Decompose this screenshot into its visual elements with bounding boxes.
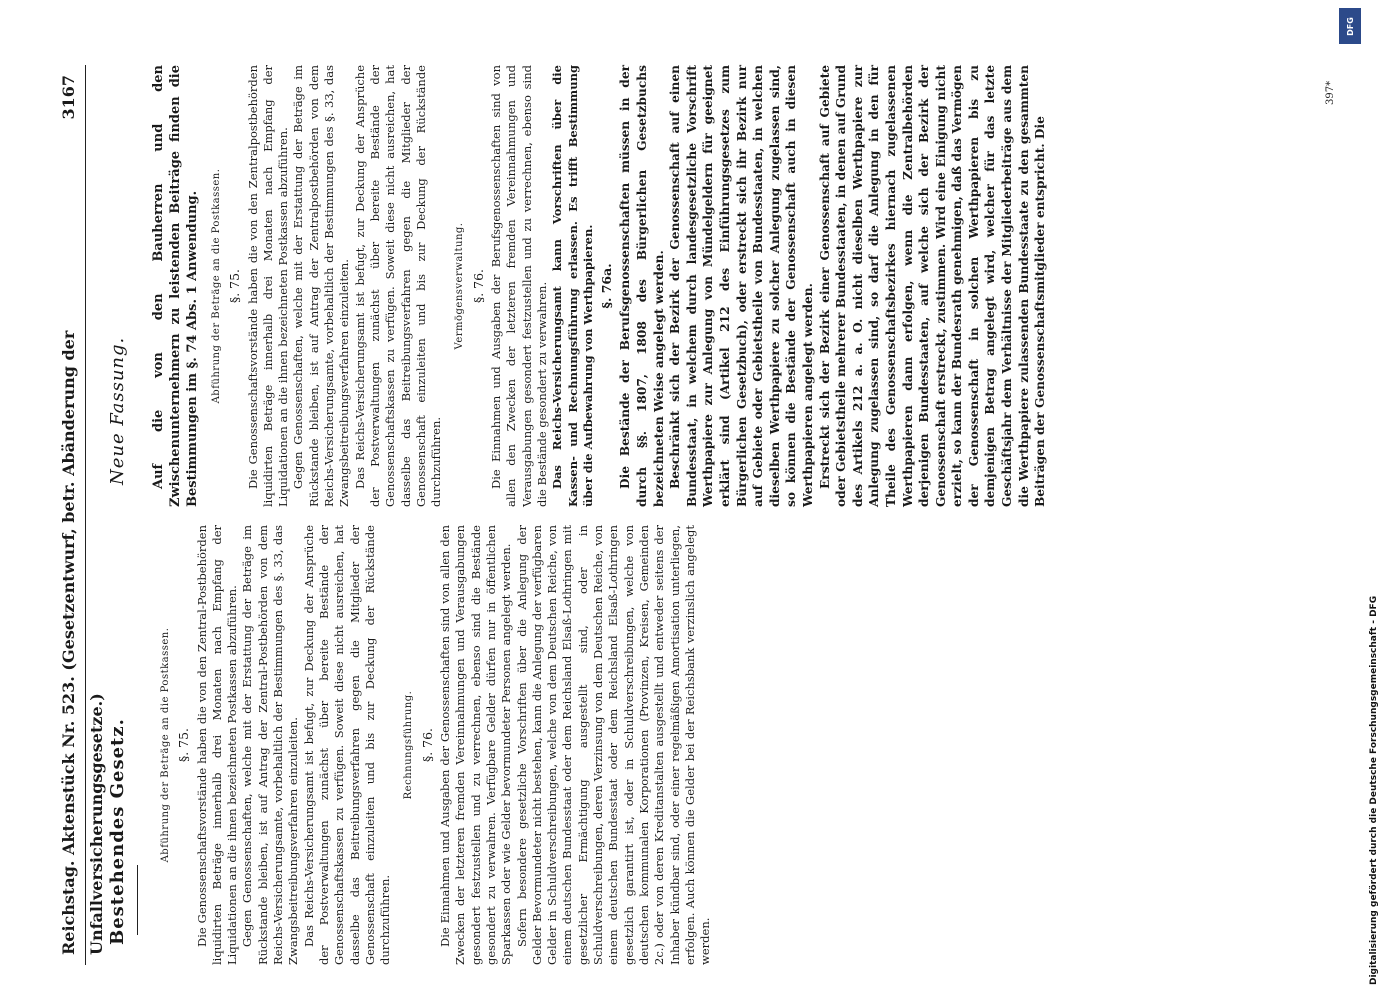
section-title: Rechnungsführung. xyxy=(403,690,415,800)
footer-signature: 397* xyxy=(1325,80,1336,105)
intro-paragraph: Auf die von den Bauherren und den Zwischenunternehmern zu leistenden Beiträge finden die Bestimmungen im §. 74 Abs. 1 Anwendung. xyxy=(151,65,200,507)
right-column-heading: Neue Fassung. xyxy=(107,336,128,485)
text-paragraph: Das Reichs-Versicherungsamt ist befugt, zur Deckung der Ansprüche der Postverwaltungen zunächst über bereite Bestände der Genossenschaftskassen zu verfügen. Soweit diese nicht ausreichen, hat dasselbe das Beitreibungsverfahren gegen die Mitglieder der Genossenschaft einzuleiten und bis zur Deckung der Rückstände durchzuführen. xyxy=(301,525,393,965)
text-paragraph: Die Einnahmen und Ausgaben der Genossenschaften sind von allen den Zwecken der letzteren fremden Vereinnahmungen und Verausgabungen gesondert festzustellen und zu verrechnen, ebenso sind die Bestände gesondert zu verwahren. Verfügbare Gelder dürfen nur in öffentlichen Sparkassen oder wie Gelder bevormundeter Personen angelegt werden. xyxy=(438,525,514,965)
paragraph-number: §. 75. xyxy=(176,727,192,763)
text-paragraph: Die Einnahmen und Ausgaben der Berufsgenossenschaften sind von allen den Zwecken der letzteren fremden Vereinnahmungen und Verausgabungen gesondert festzustellen und zu verrechnen, ebenso sind die Bestände gesondert zu verwahren. xyxy=(489,65,549,507)
page-header xyxy=(55,65,106,965)
text-paragraph-bold: Erstreckt sich der Bezirk einer Genossenschaft auf Gebiete oder Gebietstheile mehrerer Bundesstaaten, in denen auf Grund des Artikels 212 a. a. O. nicht dieselben Werthpapiere zur Anlegung zugelassen sind, so darf die Anlegung in den für Theile des Genossenschaftsbezirkes hiernach zugelassenen Werthpapieren dann erfolgen, wenn die Zentralbehörden derjenigen Bundesstaaten, auf welche sich der Bezirk der Genossenschaft erstreckt, zustimmen. Wird eine Einigung nicht erzielt, so kann der Bundesrath genehmigen, daß das Vermögen der Genossenschaft in solchen Werthpapieren bis zu demjenigen Betrag angelegt wird, welcher für das letzte Geschäftsjahr dem Verhältnisse der Mitgliederbeiträge aus dem die Werthpapiere zulassenden Bundesstaate zu den gesammten Beiträgen der Genossenschaftsmitglieder entspricht. Die xyxy=(817,65,1048,507)
text-paragraph: Gegen Genossenschaften, welche mit der Erstattung der Beträge im Rückstande bleiben, ist auf Antrag der Zentralpostbehörden von dem Reichs-Versicherungsamte, vorbehaltlich der Bestimmungen des §. 33, das Zwangsbeitreibungsverfahren einzuleiten. xyxy=(291,65,352,507)
text-paragraph-bold: Die Bestände der Berufsgenossenschaften müssen in der durch §§. 1807, 1808 des Bürgerlichen Gesetzbuchs bezeichneten Weise angelegt werden. xyxy=(618,65,666,507)
text-paragraph: Gegen Genossenschaften, welche mit der Erstattung der Beträge im Rückstande bleiben, ist auf Antrag der Zentral-Postbehörden von dem Reichs-Versicherungsamte, vorbehaltlich der Bestimmungen des §. 33, das Zwangsbeitreibungsverfahren einzuleiten. xyxy=(240,525,301,965)
logo-text: DFG xyxy=(1345,16,1355,36)
header-title: Reichstag. Aktenstück Nr. 523. (Gesetzentwurf, betr. Abänderung der Unfallversicherungsgesetze.) xyxy=(59,330,106,955)
page-number: 3167 xyxy=(59,75,78,120)
side-margin xyxy=(1336,0,1383,1000)
text-paragraph: Sofern besondere gesetzliche Vorschriften über die Anlegung der Gelder Bevormundeter nicht bestehen, kann die Anlegung der verfügbaren Gelder in Schuldverschreibungen, welche von dem Deutschen Reiche, von einem deutschen Bundesstaat oder dem Reichsland Elsaß-Lothringen mit gesetzlicher Ermächtigung ausgestellt sind, oder in Schuldverschreibungen, deren Verzinsung von dem Deutschen Reiche, von einem deutschen Bundesstaat oder dem Reichsland Elsaß-Lothringen gesetzlich garantirt ist, oder in Schuldverschreibungen, welche von deutschen kommunalen Korporationen (Provinzen, Kreisen, Gemeinden 2c.) oder von deren Kreditanstalten ausgestellt und entweder seitens der Inhaber kündbar sind, oder einer regelmäßigen Amortisation unterliegen, erfolgen. Auch können die Gelder bei der Reichsbank verzinslich angelegt werden. xyxy=(514,525,713,965)
paragraph-number: §. 76a. xyxy=(599,263,615,309)
text-paragraph: Die Genossenschaftsvorstände haben die von den Zentral-Postbehörden liquidirten Beträge innerhalb drei Monaten nach Empfang der Liquidationen an die ihnen bezeichneten Postkassen abzuführen. xyxy=(194,525,240,965)
heading-rule xyxy=(137,865,138,935)
section-title: Abführung der Beträge an die Postkassen. xyxy=(211,168,222,404)
text-paragraph-bold: Beschränkt sich der Bezirk der Genossenschaft auf einen Bundesstaat, in welchem durch landesgesetzliche Vorschrift Werthpapiere zur Anlegung von Mündelgeldern für geeignet erklärt sind (Artikel 212 des Einführungsgesetzes zum Bürgerlichen Gesetzbuch), oder erstreckt sich ihr Bezirk nur auf Gebiete oder Gebietstheile von Bundesstaaten, in welchen dieselben Werthpapiere zu solcher Anlegung zugelassen sind, so können die Bestände der Genossenschaft auch in diesen Werthpapieren angelegt werden. xyxy=(668,65,815,507)
section-title: Abführung der Beträge an die Postkassen. xyxy=(160,627,171,863)
text-paragraph: Das Reichs-Versicherungsamt ist befugt, zur Deckung der Ansprüche der Postverwaltungen zunächst über bereite Bestände der Genossenschaftskassen zu verfügen. Soweit diese nicht ausreichen, hat dasselbe das Beitreibungsverfahren gegen die Mitglieder der Genossenschaft einzuleiten und bis zur Deckung der Rückstände durchzuführen. xyxy=(352,65,444,507)
rotated-page xyxy=(55,65,1340,965)
digitization-credit: Digitalisierung gefördert durch die Deutsche Forschungsgemeinschaft - DFG xyxy=(1369,595,1379,985)
left-column xyxy=(150,525,713,965)
text-paragraph: Die Genossenschaftsvorstände haben die von den Zentralpostbehörden liquidirten Beträge innerhalb drei Monaten nach Empfang der Liquidationen an die ihnen bezeichneten Postkassen abzuführen. xyxy=(245,65,291,507)
paragraph-number: §. 75. xyxy=(227,268,243,304)
right-column xyxy=(150,65,1049,507)
left-column-heading: Bestehendes Gesetz. xyxy=(107,718,128,945)
section-title: Vermögensverwaltung. xyxy=(454,222,466,350)
paragraph-number: §. 76. xyxy=(419,727,435,763)
new-section-block xyxy=(617,65,1048,507)
text-paragraph-bold: Das Reichs-Versicherungsamt kann Vorschriften über die Kassen- und Rechnungsführung erlassen. Es trifft Bestimmung über die Aufbewahrung von Werthpapieren. xyxy=(550,65,595,507)
paragraph-number: §. 76. xyxy=(470,268,486,304)
dfg-logo xyxy=(1339,8,1361,44)
